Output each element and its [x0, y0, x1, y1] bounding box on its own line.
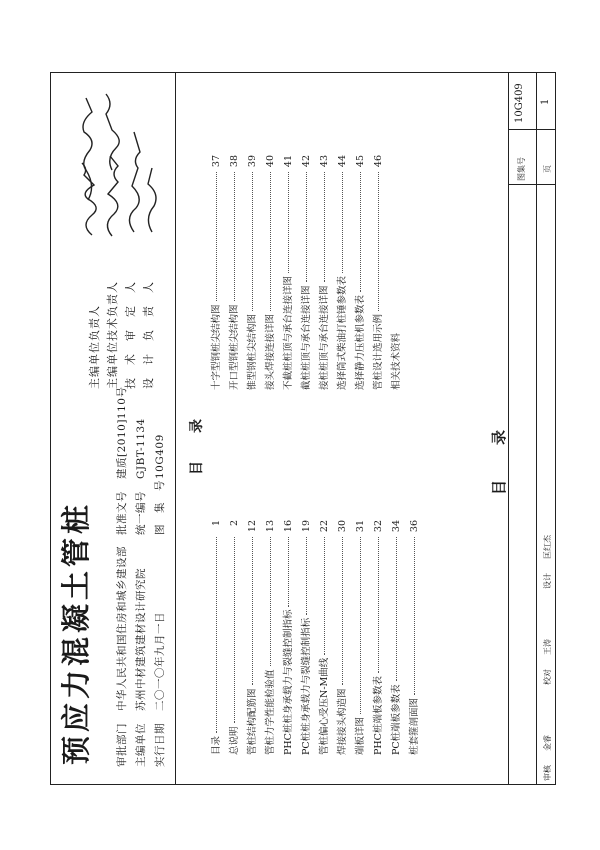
- toc-item[interactable]: 管桩力学性能检验值 13: [265, 520, 276, 755]
- title-block-border: [536, 72, 537, 785]
- toc-item[interactable]: 选择筒式柴油打桩锤参数表 44: [337, 155, 348, 390]
- role-label: 主编单位技术负责人: [106, 281, 119, 389]
- toc-item[interactable]: PC桩端板参数表 34: [391, 520, 402, 755]
- meta-row: 主编单位苏州中材建筑建材设计研究院: [135, 568, 147, 767]
- role-label: 主编单位负责人: [88, 305, 101, 389]
- meta-row: 批准文号建质[2010]110号: [116, 386, 128, 535]
- title-block-name: 目 录: [490, 419, 508, 495]
- toc-item[interactable]: 焊接接头构造图 30: [337, 520, 348, 755]
- title-block-cell: 设计: [543, 573, 552, 589]
- toc-item[interactable]: 端板详图 31: [355, 520, 366, 755]
- atlas-no-label: 图集号: [517, 157, 526, 181]
- role-label: 技 术 审 定 人: [124, 281, 137, 389]
- toc-item[interactable]: 目录 1: [211, 520, 222, 755]
- meta-row: 统一编号GJBT-1134: [135, 418, 147, 535]
- toc-item[interactable]: 截桩桩顶与承台连接详图 42: [301, 155, 312, 390]
- title-block-cell: 金睿: [543, 735, 552, 751]
- meta-row: 图 集 号10G409: [154, 434, 166, 535]
- signature-image: [78, 75, 158, 240]
- meta-row: 实行日期二〇一〇年九月一日: [154, 612, 166, 767]
- toc-heading: 目 录: [189, 419, 205, 475]
- page-label: 页: [543, 165, 552, 173]
- toc-item[interactable]: 不截桩桩顶与承台连接详图 41: [283, 155, 294, 390]
- page-no: 1: [540, 98, 551, 105]
- atlas-title: 预应力混凝土管桩: [59, 500, 93, 765]
- title-block-cell: 王涛: [543, 639, 552, 655]
- toc-item[interactable]: PHC桩端板参数表 32: [373, 520, 384, 755]
- toc-item[interactable]: 管桩设计选用示例 46: [373, 155, 384, 390]
- toc-item[interactable]: 接桩桩顶与承台连接详图 43: [319, 155, 330, 390]
- title-block-cell: 校对: [543, 669, 552, 685]
- title-block-cell: 匡红杰: [543, 535, 552, 559]
- toc-item[interactable]: 选择静力压桩机参数表 45: [355, 155, 366, 390]
- toc-item[interactable]: 管桩偏心受压N-M曲线 22: [319, 520, 330, 755]
- toc-item[interactable]: 管桩结构配筋图 12: [247, 520, 258, 755]
- toc-item[interactable]: 锥型钢桩尖结构图 39: [247, 155, 258, 390]
- toc-item[interactable]: 相关技术资料: [391, 332, 402, 390]
- meta-row: 审批部门中华人民共和国住房和城乡建设部: [116, 546, 128, 767]
- meta-block-right: [114, 387, 167, 535]
- meta-divider: [175, 72, 176, 785]
- atlas-no: 10G409: [514, 83, 525, 123]
- toc-item[interactable]: 接头焊接连接详图 40: [265, 155, 276, 390]
- toc-item[interactable]: PHC桩桩身承载力与裂缝控制指标 16: [283, 520, 294, 755]
- toc-item[interactable]: 十字型钢桩尖结构图 37: [211, 155, 222, 390]
- toc-item[interactable]: 桩套箍剖面图 36: [409, 520, 420, 755]
- rotated-sheet: [50, 72, 556, 785]
- role-label: 设 计 负 责 人: [142, 281, 155, 389]
- title-block-border: [508, 129, 556, 130]
- toc-item[interactable]: PC桩桩身承载力与裂缝控制指标 19: [301, 520, 312, 755]
- toc-item[interactable]: 开口型钢桩尖结构图 38: [229, 155, 240, 390]
- meta-block-left: [114, 546, 167, 767]
- toc-item[interactable]: 总说明 2: [229, 520, 240, 755]
- title-block-cell: 审核: [543, 765, 552, 781]
- title-block-border: [508, 184, 556, 185]
